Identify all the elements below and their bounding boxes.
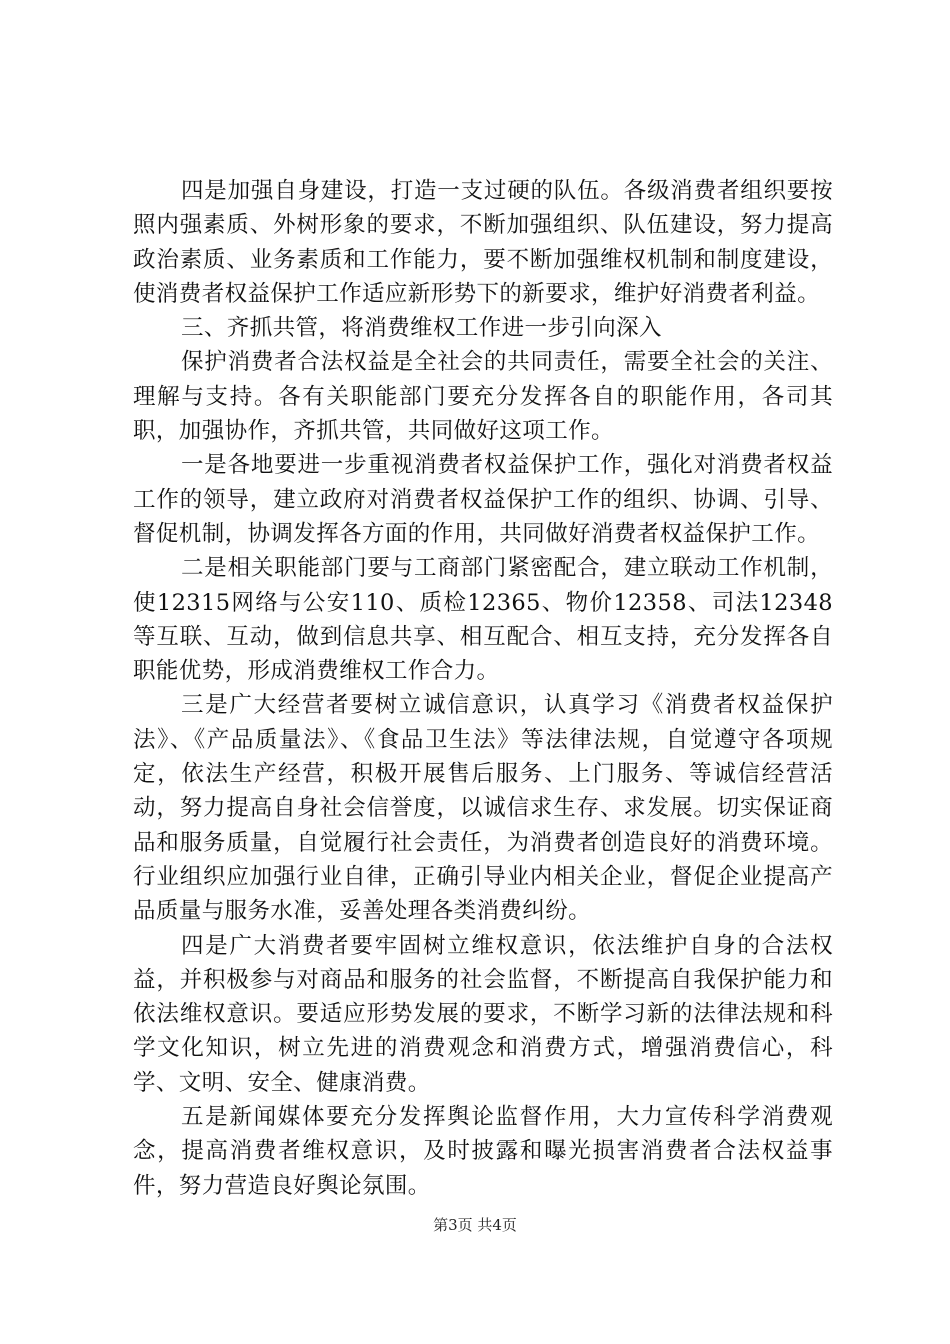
paragraph-point-two: 二是相关职能部门要与工商部门紧密配合，建立联动工作机制，使12315网络与公安110、质检12365、物价12358、司法12348等互联、互动，做到信息共享、相互配合、相互支持，充分发挥各自职能优势，形成消费维权工作合力。 (133, 555, 833, 685)
paragraph-shared-responsibility: 保护消费者合法权益是全社会的共同责任，需要全社会的关注、理解与支持。各有关职能部门要充分发挥各自的职能作用，各司其职，加强协作，齐抓共管，共同做好这项工作。 (133, 349, 833, 445)
section-heading-three: 三、齐抓共管，将消费维权工作进一步引向深入 (181, 315, 662, 342)
paragraph-point-three: 三是广大经营者要树立诚信意识，认真学习《消费者权益保护法》、《产品质量法》、《食品卫生法》等法律法规，自觉遵守各项规定，依法生产经营，积极开展售后服务、上门服务、等诚信经营活动，努力提高自身社会信誉度，以诚信求生存、求发展。切实保证商品和服务质量，自觉履行社会责任，为消费者创造良好的消费环境。行业组织应加强行业自律，正确引导业内相关企业，督促企业提高产品质量与服务水准，妥善处理各类消费纠纷。 (133, 692, 833, 925)
document-body (133, 174, 833, 1203)
paragraph-point-four: 四是广大消费者要牢固树立维权意识，依法维护自身的合法权益，并积极参与对商品和服务的社会监督，不断提高自我保护能力和依法维权意识。要适应形势发展的要求，不断学习新的法律法规和科学文化知识，树立先进的消费观念和消费方式，增强消费信心，科学、文明、安全、健康消费。 (133, 932, 833, 1096)
page-footer: 第3页 共4页 (433, 1216, 517, 1234)
paragraph-self-building: 四是加强自身建设，打造一支过硬的队伍。各级消费者组织要按照内强素质、外树形象的要求，不断加强组织、队伍建设，努力提高政治素质、业务素质和工作能力，要不断加强维权机制和制度建设，使消费者权益保护工作适应新形势下的新要求，维护好消费者利益。 (133, 178, 833, 307)
paragraph-point-five: 五是新闻媒体要充分发挥舆论监督作用，大力宣传科学消费观念，提高消费者维权意识，及时披露和曝光损害消费者合法权益事件，努力营造良好舆论氛围。 (133, 1104, 833, 1199)
paragraph-point-one: 一是各地要进一步重视消费者权益保护工作，强化对消费者权益工作的领导，建立政府对消费者权益保护工作的组织、协调、引导、督促机制，协调发挥各方面的作用，共同做好消费者权益保护工作。 (133, 452, 833, 547)
